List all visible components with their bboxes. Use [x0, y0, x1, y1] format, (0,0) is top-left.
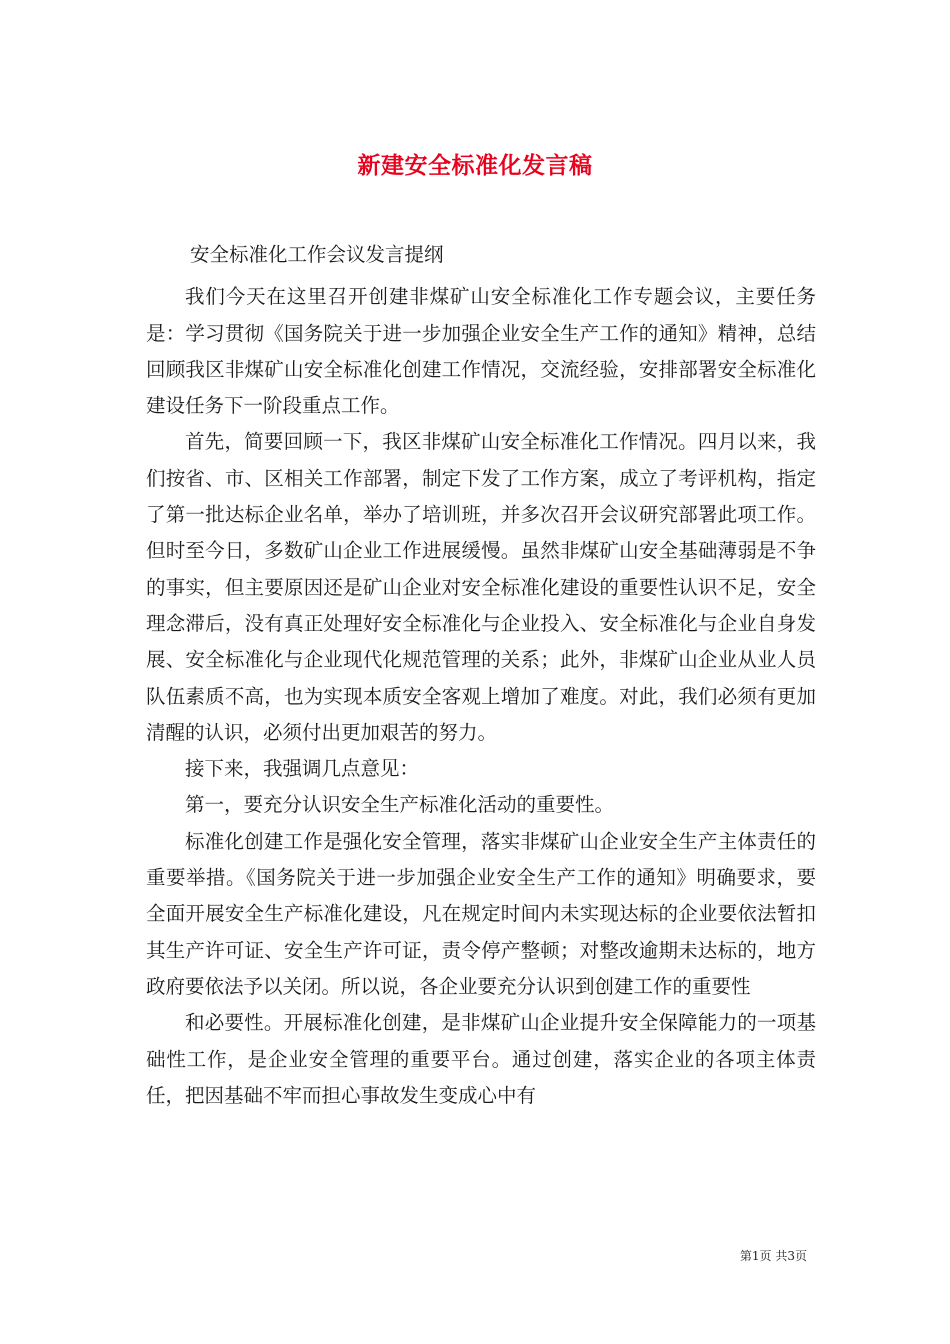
paragraph-necessity: 和必要性。开展标准化创建，是非煤矿山企业提升安全保障能力的一项基础性工作，是企业安全管理的重要平台。通过创建，落实企业的各项主体责任，把因基础不牢而担心事故发生变成心中有 [146, 1011, 816, 1107]
outline-heading: 安全标准化工作会议发言提纲 [190, 243, 444, 266]
paragraph-importance: 标准化创建工作是强化安全管理，落实非煤矿山企业安全生产主体责任的重要举措。《国务院关于进一步加强企业安全生产工作的通知》明确要求，要全面开展安全生产标准化建设，凡在规定时间内未实现达标的企业要依法暂扣其生产许可证、安全生产许可证，责令停产整顿；对整改逾期未达标的，地方政府要依法予以关闭。所以说，各企业要充分认识到创建工作的重要性 [146, 829, 816, 998]
footer-middle: 页 共 [759, 1249, 788, 1263]
footer-total-pages: 3 [787, 1249, 795, 1263]
document-body [146, 237, 816, 1114]
footer-prefix: 第 [739, 1249, 752, 1263]
footer-current-page: 1 [751, 1249, 760, 1263]
document-title: 新建安全标准化发言稿 [357, 152, 593, 180]
paragraph-transition: 接下来，我强调几点意见： [185, 757, 420, 781]
paragraph-intro: 我们今天在这里召开创建非煤矿山安全标准化工作专题会议，主要任务是：学习贯彻《国务院关于进一步加强企业安全生产工作的通知》精神，总结回顾我区非煤矿山安全标准化创建工作情况，交流经验，安排部署安全标准化建设任务下一阶段重点工作。 [146, 285, 816, 418]
page-number-footer [740, 1247, 807, 1264]
footer-suffix: 页 [794, 1249, 807, 1263]
paragraph-review: 首先，简要回顾一下，我区非煤矿山安全标准化工作情况。四月以来，我们按省、市、区相关工作部署，制定下发了工作方案，成立了考评机构，指定了第一批达标企业名单，举办了培训班，并多次召开会议研究部署此项工作。但时至今日，多数矿山企业工作进展缓慢。虽然非煤矿山安全基础薄弱是不争的事实，但主要原因还是矿山企业对安全标准化建设的重要性认识不足，安全理念滞后，没有真正处理好安全标准化与企业投入、安全标准化与企业自身发展、安全标准化与企业现代化规范管理的关系；此外，非煤矿山企业从业人员队伍素质不高，也为实现本质安全客观上增加了难度。对此，我们必须有更加清醒的认识，必须付出更加艰苦的努力。 [146, 430, 816, 744]
paragraph-point-one: 第一，要充分认识安全生产标准化活动的重要性。 [185, 793, 615, 817]
